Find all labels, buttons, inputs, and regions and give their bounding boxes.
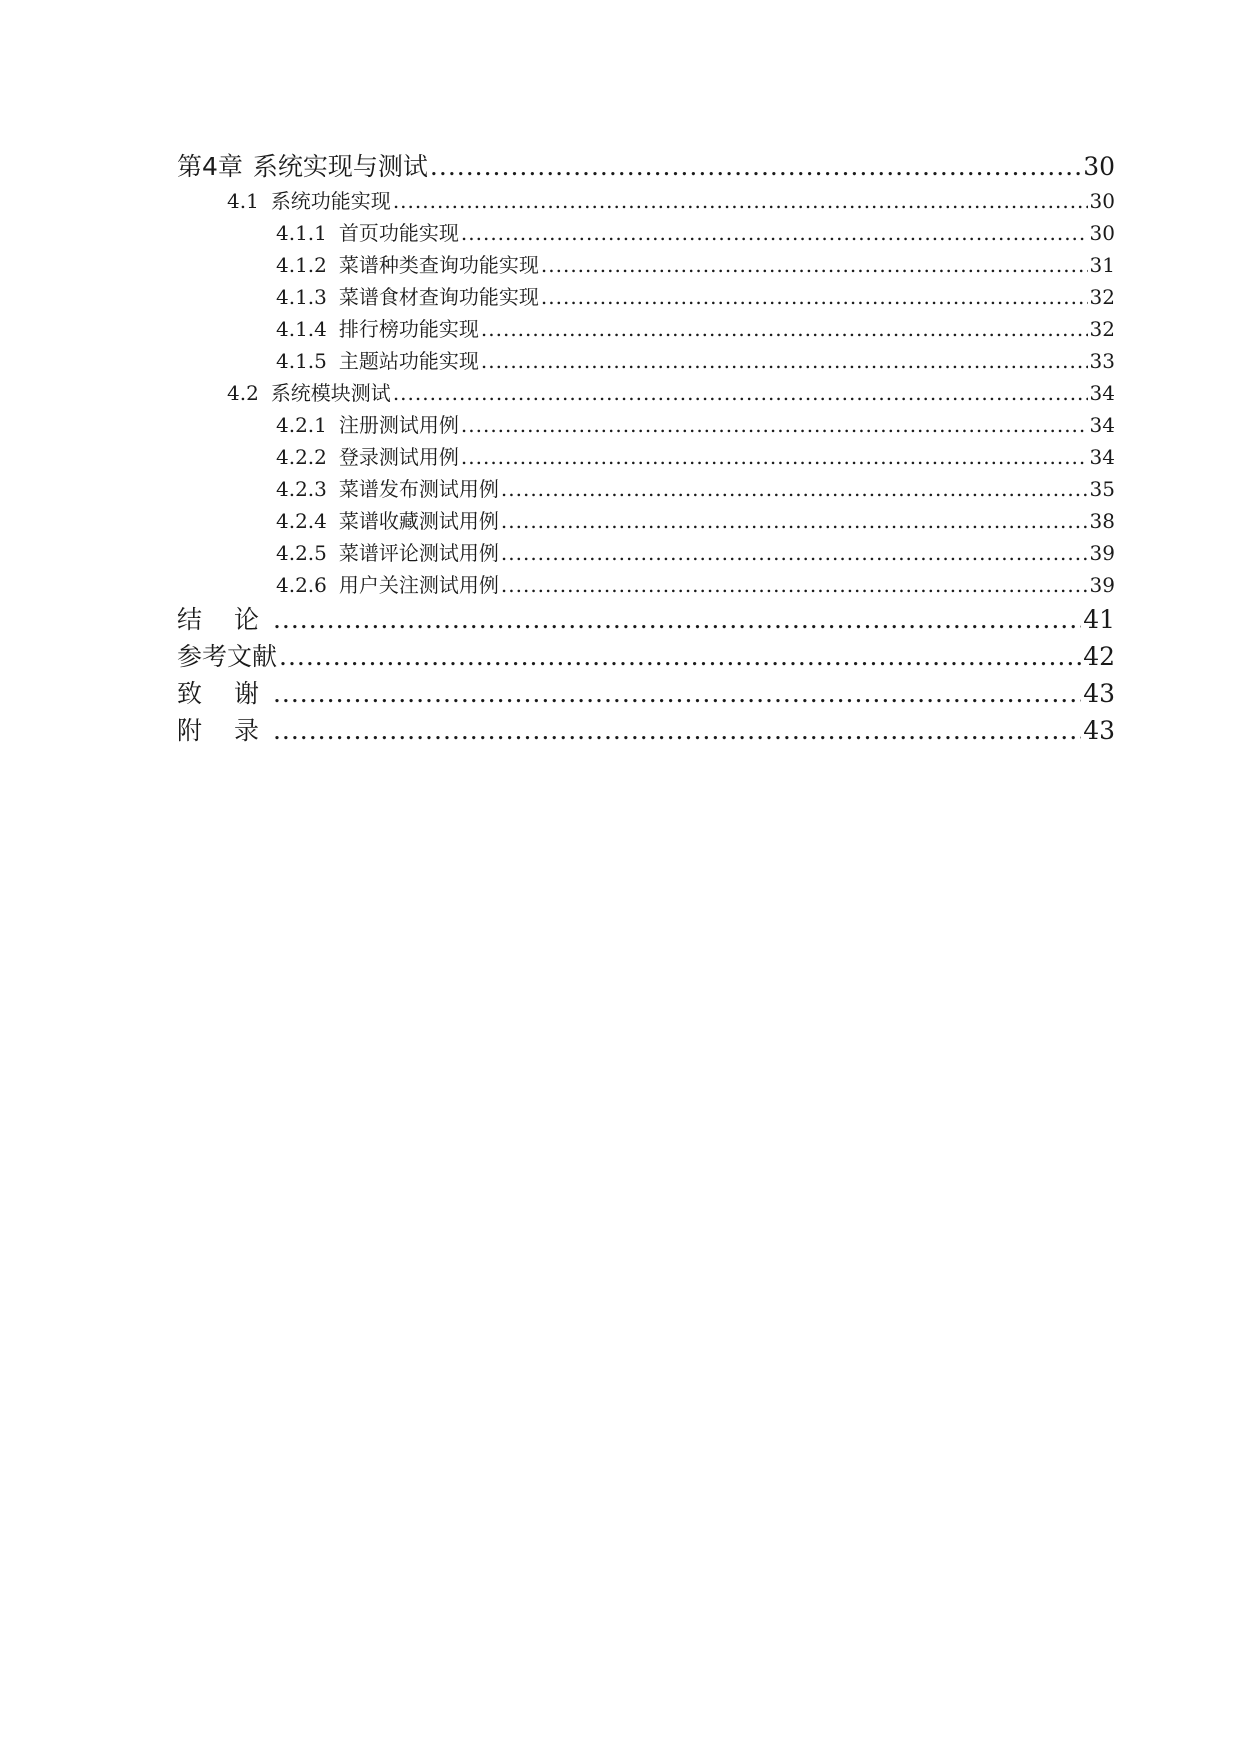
toc-entry-page: 32 [1089,285,1115,309]
toc-entry-page: 39 [1089,573,1115,597]
toc-entry-4-2-5[interactable] [177,537,1115,569]
toc-entry-number: 4.1 [227,189,259,213]
toc-entry-4-2[interactable] [177,377,1115,409]
toc-entry-4-1-3[interactable] [177,281,1115,313]
toc-entry-page: 43 [1083,679,1115,708]
dot-leader [273,712,1081,749]
dot-leader [501,473,1088,505]
toc-entry-references[interactable] [177,638,1115,675]
toc-entry-title: 菜谱食材查询功能实现 [338,285,539,309]
toc-entry-4-1-1[interactable] [177,217,1115,249]
toc-entry-page: 34 [1089,445,1115,469]
toc-entry-number: 4.1.1 [276,221,327,245]
toc-entry-title: 菜谱种类查询功能实现 [338,253,539,277]
toc-entry-title: 系统模块测试 [270,381,391,405]
table-of-contents [177,148,1115,749]
dot-leader [461,217,1088,249]
toc-entry-page: 30 [1089,189,1115,213]
toc-entry-page: 34 [1089,413,1115,437]
toc-entry-title: 注册测试用例 [338,413,459,437]
toc-entry-number: 4.1.2 [276,253,327,277]
toc-entry-4-2-1[interactable] [177,409,1115,441]
toc-entry-title: 结 论 [177,605,271,634]
toc-entry-page: 34 [1089,381,1115,405]
toc-entry-title: 菜谱发布测试用例 [338,477,499,501]
toc-entry-appendix[interactable] [177,712,1115,749]
toc-entry-page: 33 [1089,349,1115,373]
toc-entry-page: 30 [1083,152,1115,181]
dot-leader [541,249,1088,281]
toc-entry-number: 4.2.6 [276,573,327,597]
toc-entry-page: 32 [1089,317,1115,341]
dot-leader [393,185,1088,217]
dot-leader [481,345,1088,377]
toc-entry-4-2-2[interactable] [177,441,1115,473]
toc-entry-page: 38 [1089,509,1115,533]
dot-leader [541,281,1088,313]
toc-entry-title: 系统实现与测试 [252,152,428,181]
dot-leader [273,675,1081,712]
toc-entry-number: 4.1.3 [276,285,327,309]
toc-entry-number: 4.1.4 [276,317,327,341]
dot-leader [461,409,1088,441]
toc-entry-chapter-4[interactable] [177,148,1115,185]
toc-entry-title: 菜谱评论测试用例 [338,541,499,565]
dot-leader [273,601,1081,638]
dot-leader [461,441,1088,473]
toc-entry-title: 附 录 [177,716,271,745]
toc-entry-title: 排行榜功能实现 [338,317,479,341]
toc-entry-number: 4.2.3 [276,477,327,501]
toc-entry-number: 4.2.1 [276,413,327,437]
toc-entry-number: 4.2 [227,381,259,405]
toc-entry-4-1[interactable] [177,185,1115,217]
toc-entry-4-1-5[interactable] [177,345,1115,377]
dot-leader [279,638,1081,675]
toc-entry-title: 登录测试用例 [338,445,459,469]
toc-entry-title: 致 谢 [177,679,271,708]
dot-leader [501,505,1088,537]
toc-entry-4-2-3[interactable] [177,473,1115,505]
toc-entry-number: 第4章 [177,152,243,181]
dot-leader [393,377,1088,409]
toc-entry-page: 35 [1089,477,1115,501]
toc-entry-title: 系统功能实现 [270,189,391,213]
toc-entry-title: 主题站功能实现 [338,349,479,373]
toc-entry-4-2-6[interactable] [177,569,1115,601]
toc-entry-title: 菜谱收藏测试用例 [338,509,499,533]
toc-entry-page: 41 [1083,605,1115,634]
toc-entry-page: 31 [1089,253,1115,277]
toc-entry-acknowledgements[interactable] [177,675,1115,712]
toc-entry-number: 4.2.2 [276,445,327,469]
toc-entry-number: 4.2.4 [276,509,327,533]
toc-entry-4-1-2[interactable] [177,249,1115,281]
toc-entry-page: 43 [1083,716,1115,745]
dot-leader [481,313,1088,345]
toc-entry-page: 30 [1089,221,1115,245]
toc-entry-conclusion[interactable] [177,601,1115,638]
dot-leader [430,148,1081,185]
toc-entry-page: 42 [1083,642,1115,671]
toc-entry-page: 39 [1089,541,1115,565]
dot-leader [501,569,1088,601]
toc-entry-title: 参考文献 [177,642,278,671]
toc-entry-title: 用户关注测试用例 [338,573,499,597]
toc-entry-number: 4.2.5 [276,541,327,565]
toc-entry-4-2-4[interactable] [177,505,1115,537]
toc-entry-4-1-4[interactable] [177,313,1115,345]
dot-leader [501,537,1088,569]
toc-entry-title: 首页功能实现 [338,221,459,245]
toc-entry-number: 4.1.5 [276,349,327,373]
